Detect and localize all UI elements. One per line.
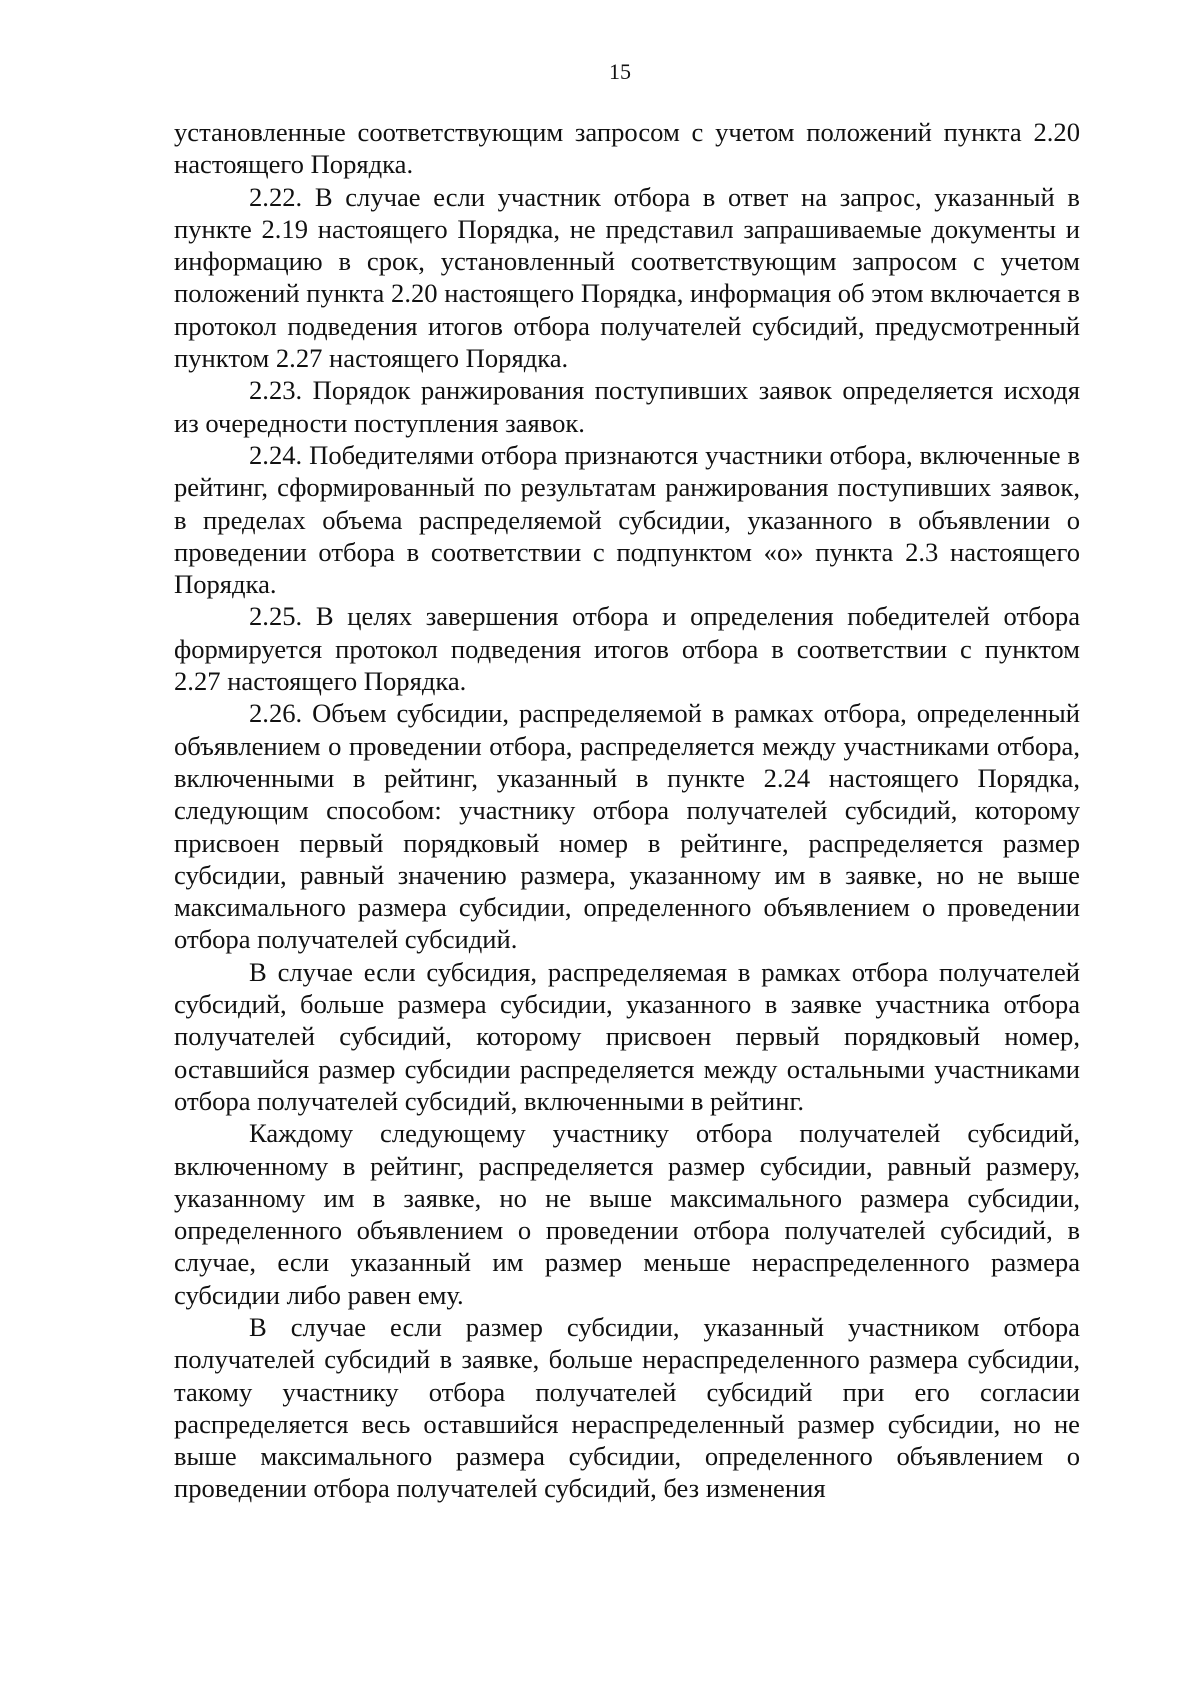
page-number: 15 (609, 59, 631, 84)
paragraph-2-25: 2.25. В целях завершения отбора и определения победителей отбора формируется протокол подведения итогов отбора в соответствии с пунктом 2.27 настоящего Порядка. (174, 601, 1080, 697)
document-body (174, 116, 1080, 1505)
paragraph-next-participant: Каждому следующему участнику отбора получателей субсидий, включенному в рейтинг, распределяется размер субсидии, равный размеру, указанному им в заявке, но не выше максимального размера субсидии, определенного объявлением о проведении отбора получателей субсидий, в случае, если указанный им размер меньше нераспределенного размера субсидии либо равен ему. (174, 1118, 1080, 1310)
paragraph-2-24: 2.24. Победителями отбора признаются участники отбора, включенные в рейтинг, сформированный по результатам ранжирования поступивших заявок, в пределах объема распределяемой субсидии, указанного в объявлении о проведении отбора в соответствии с подпунктом «о» пункта 2.3 настоящего Порядка. (174, 439, 1080, 600)
paragraph-2-23: 2.23. Порядок ранжирования поступивших заявок определяется исходя из очередности поступления заявок. (174, 375, 1080, 438)
paragraph-remaining-subsidy: В случае если субсидия, распределяемая в рамках отбора получателей субсидий, больше размера субсидии, указанного в заявке участника отбора получателей субсидий, которому присвоен первый порядковый номер, оставшийся размер субсидии распределяется между остальными участниками отбора получателей субсидий, включенными в рейтинг. (174, 956, 1080, 1116)
paragraph-2-26: 2.26. Объем субсидии, распределяемой в рамках отбора, определенный объявлением о проведении отбора, распределяется между участниками отбора, включенными в рейтинг, указанный в пункте 2.24 настоящего Порядка, следующим способом: участнику отбора получателей субсидий, которому присвоен первый порядковый номер в рейтинге, распределяется размер субсидии, равный значению размера, указанному им в заявке, но не выше максимального размера субсидии, определенного объявлением о проведении отбора получателей субсидий. (174, 698, 1080, 955)
paragraph-exceeding-amount: В случае если размер субсидии, указанный участником отбора получателей субсидий в заявке, больше нераспределенного размера субсидии, такому участнику отбора получателей субсидий при его согласии распределяется весь оставшийся нераспределенный размер субсидии, но не выше максимального размера субсидии, определенного объявлением о проведении отбора получателей субсидий, без изменения (174, 1311, 1080, 1504)
paragraph-2-22: 2.22. В случае если участник отбора в ответ на запрос, указанный в пункте 2.19 настоящего Порядка, не представил запрашиваемые документы и информацию в срок, установленный соответствующим запросом с учетом положений пункта 2.20 настоящего Порядка, информация об этом включается в протокол подведения итогов отбора получателей субсидий, предусмотренный пунктом 2.27 настоящего Порядка. (174, 181, 1080, 374)
paragraph-continuation: установленные соответствующим запросом с учетом положений пункта 2.20 настоящего Порядка. (174, 117, 1080, 180)
